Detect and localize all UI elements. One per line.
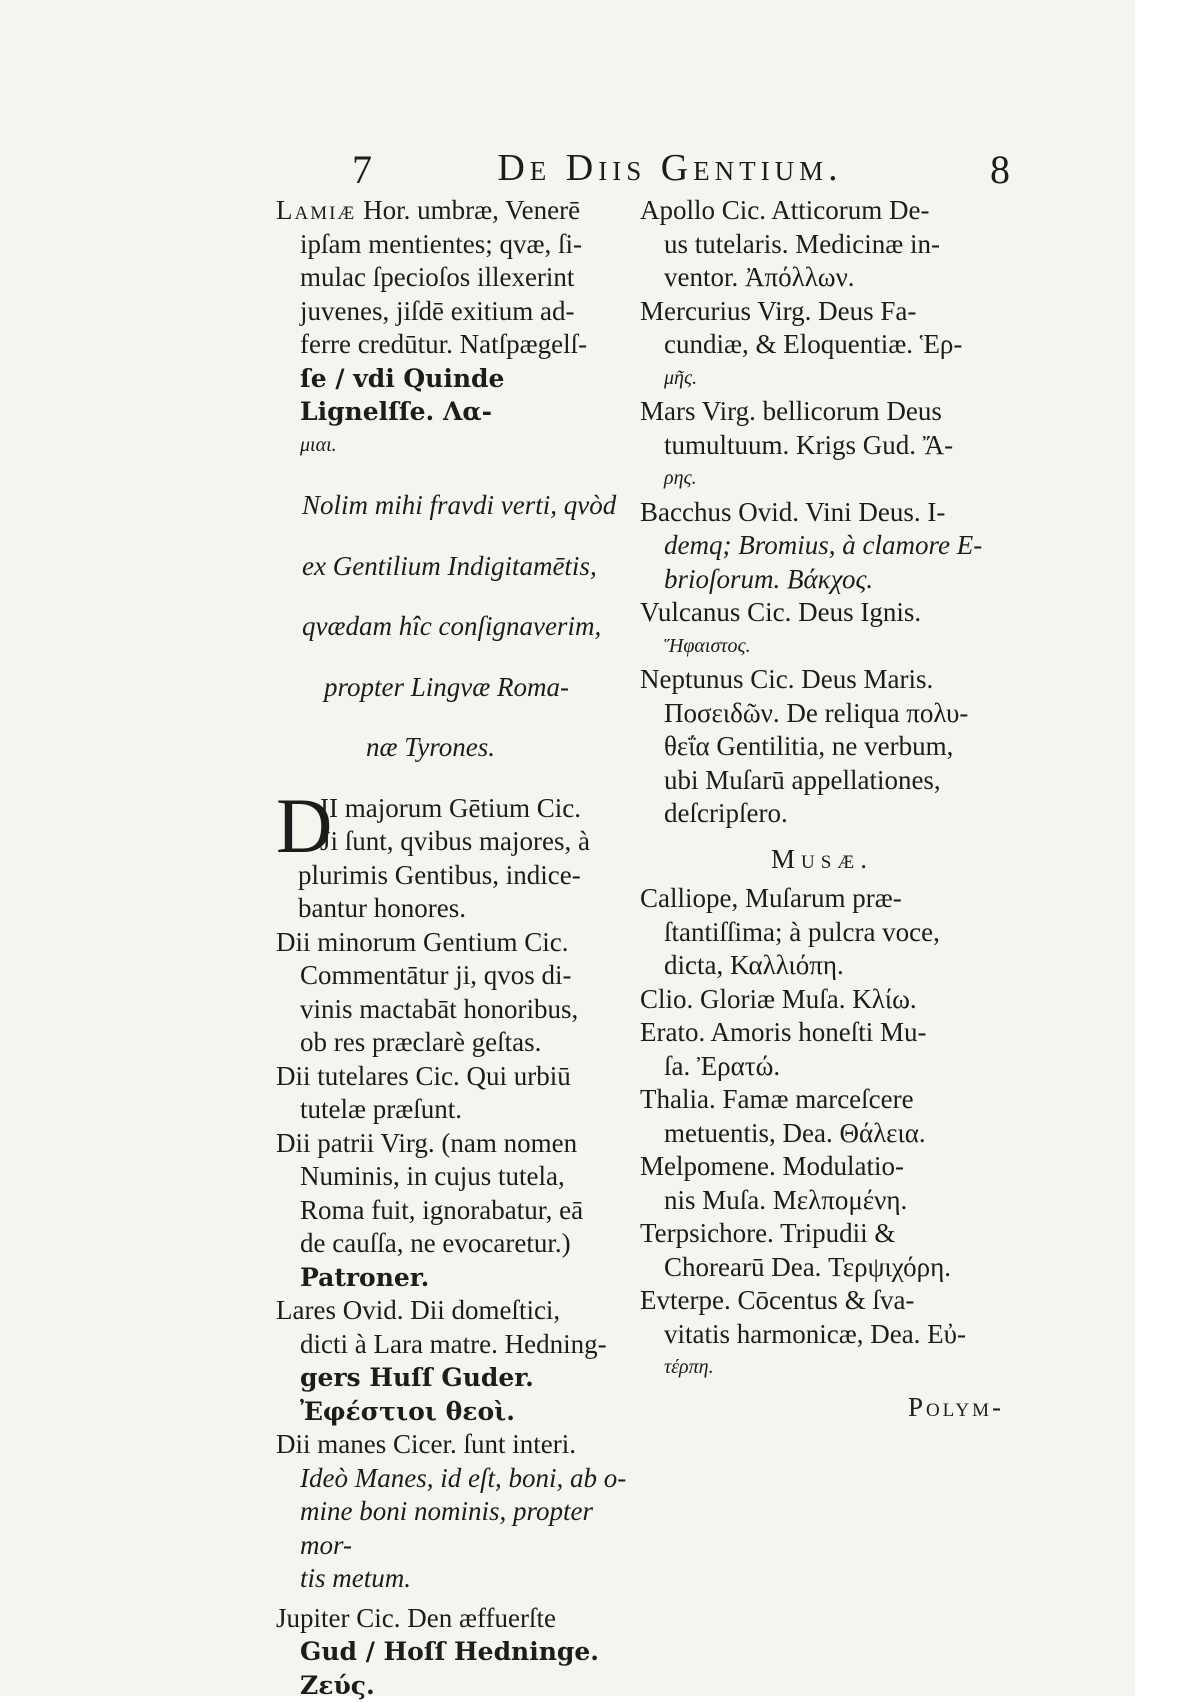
left-column [276, 194, 632, 1702]
entry-terpsichore: Terpsichore. Tripudii & Chorearū Dea. Τερψιχόρη. [640, 1217, 1004, 1284]
entry-dii-patrii: Dii patrii Virg. (nam nomen Numinis, in cujus tutela, Roma fuit, ignorabatur, eā de cauſſa, ne evocaretur.) Patroner. [276, 1127, 632, 1295]
entry-lamiae: Lamiæ Hor. umbræ, Venerē ipſam mentientes; qvæ, ſi- mulac ſpecioſos illexerint juvenes, jiſdē exitium ad- ferre credūtur. Natſpægelſ- ſe / vdi Quinde Lignelſſe. Λα- μιαι. [276, 194, 632, 462]
entry-jupiter: Jupiter Cic. Den æffuerſte Gud / Hoſſ Hedninge. Ζεύς. [276, 1602, 632, 1702]
entry-clio: Clio. Gloriæ Muſa. Κλίω. [640, 983, 1004, 1017]
entry-apollo: Apollo Cic. Atticorum De- us tutelaris. Medicinæ in- ventor. Ἀπόλλων. [640, 194, 1004, 295]
entry-mars: Mars Virg. bellicorum Deus tumultuum. Krigs Gud. Ἄ- ρης. [640, 395, 1004, 496]
entry-mercurius: Mercurius Virg. Deus Fa- cundiæ, & Eloquentiæ. Ἑρ- μῆς. [640, 295, 1004, 396]
entry-vulcanus: Vulcanus Cic. Deus Ignis. Ἥφαιστος. [640, 596, 1004, 663]
editorial-note: Nolim mihi fravdi verti, qvòd ex Gentilium Indigitamētis, qvædam hîc conſignaverim, propter Lingvæ Roma- næ Tyrones. [276, 489, 632, 765]
entry-euterpe: Evterpe. Cōcentus & ſva- vitatis harmonicæ, Dea. Εὐ- τέρπη. [640, 1284, 1004, 1385]
entry-neptunus: Neptunus Cic. Deus Maris. Ποσειδῶν. De reliqua πολυ- θεΐα Gentilitia, ne verbum, ubi Muſarū appellationes, deſcripſero. [640, 663, 1004, 831]
page-number-right: 8 [990, 146, 1010, 193]
entry-dii-tutelares: Dii tutelares Cic. Qui urbiū tutelæ præſunt. [276, 1060, 632, 1127]
page-number-left: 7 [352, 146, 372, 193]
entry-calliope: Calliope, Muſarum præ- ſtantiſſima; à pulcra voce, dicta, Καλλιόπη. [640, 882, 1004, 983]
entry-head: Lamiæ [276, 195, 356, 225]
entry-thalia: Thalia. Famæ marceſcere metuentis, Dea. Θάλεια. [640, 1083, 1004, 1150]
catchword: Polym- [640, 1391, 1004, 1425]
entry-dii-minorum: Dii minorum Gentium Cic. Commentātur ji, qvos di- vinis mactabāt honoribus, ob res præclarè geſtas. [276, 926, 632, 1060]
right-column [640, 194, 1004, 1451]
entry-lares: Lares Ovid. Dii domeſtici, dicti à Lara matre. Hedning- gers Huſſ Guder. Ἐφέστιοι θεοὶ. Dii manes Cicer. ſunt interi. Ideò Manes, id eſt, boni, ab o- mine boni nominis, propter mor- tis metum. [276, 1294, 632, 1596]
entry-bacchus: Bacchus Ovid. Vini Deus. I- demq; Bromius, à clamore E- brioſorum. Βάκχος. [640, 496, 1004, 597]
running-title: De Diis Gentium. [300, 146, 1040, 190]
entry-erato: Erato. Amoris honeſti Mu- ſa. Ἐρατώ. [640, 1016, 1004, 1083]
section-heading-musae: Musæ. [640, 843, 1004, 877]
entry-dii-majorum: D II majorum Gētium Cic. Ji ſunt, qvibus majores, à plurimis Gentibus, indice- bantur honores. [276, 792, 632, 926]
entry-melpomene: Melpomene. Modulatio- nis Muſa. Μελπομένη. [640, 1150, 1004, 1217]
drop-cap: D [276, 792, 332, 860]
running-header [300, 140, 1040, 200]
